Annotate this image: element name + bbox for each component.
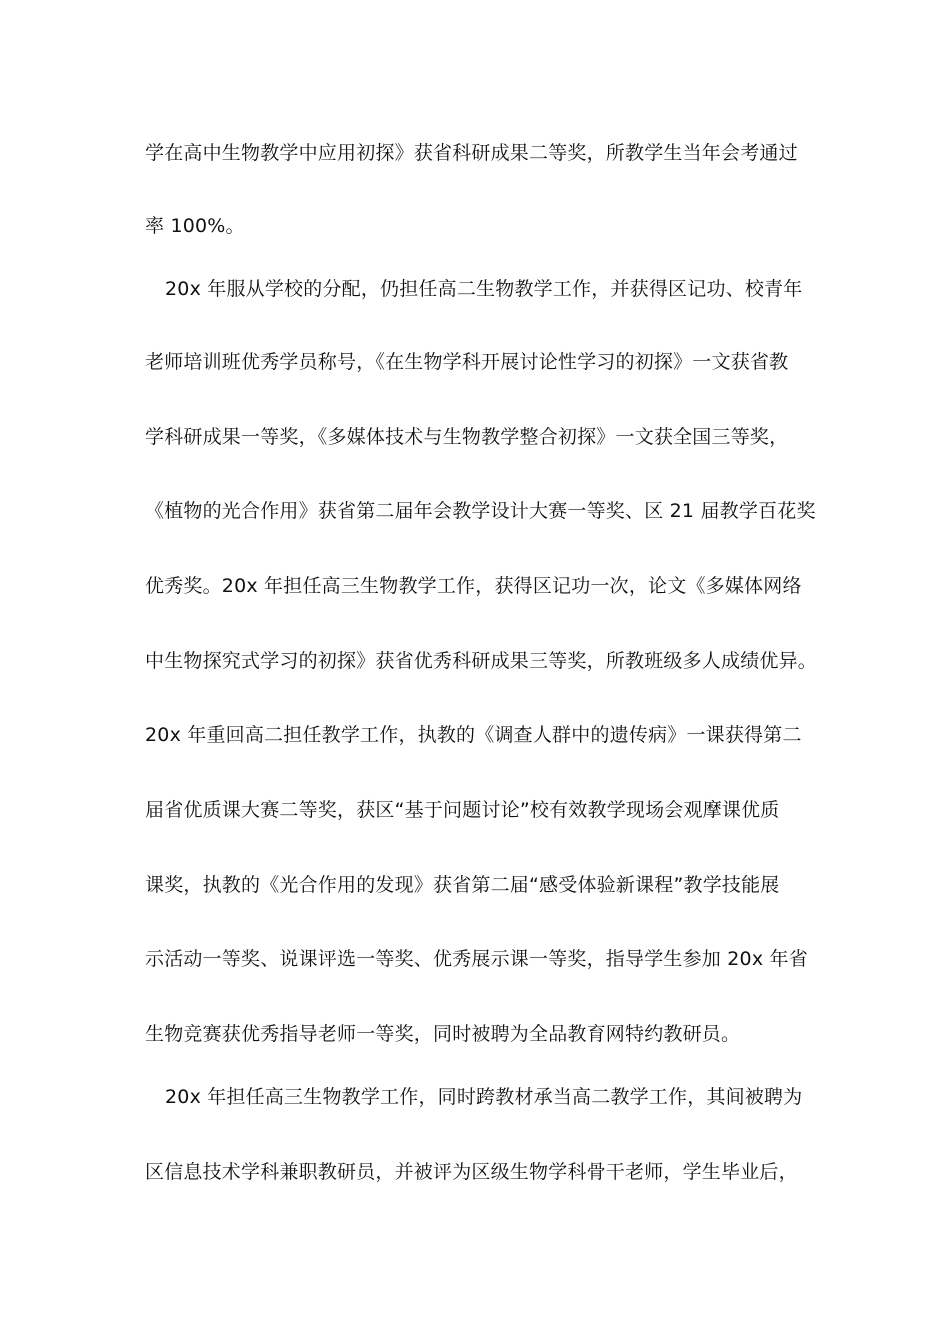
text-line: 20x 年担任高三生物教学工作，同时跨教材承当高二教学工作，其间被聘为: [165, 1086, 803, 1108]
text-line: 届省优质课大赛二等奖，获区“基于问题讨论”校有效教学现场会观摩课优质: [145, 799, 780, 821]
text-line: 示活动一等奖、说课评选一等奖、优秀展示课一等奖，指导学生参加 20x 年省: [145, 948, 808, 970]
text-line: 20x 年服从学校的分配，仍担任高二生物教学工作，并获得区记功、校青年: [165, 278, 803, 300]
text-line: 20x 年重回高二担任教学工作，执教的《调查人群中的遗传病》一课获得第二: [145, 724, 802, 746]
text-line: 区信息技术学科兼职教研员，并被评为区级生物学科骨干老师，学生毕业后，: [145, 1161, 798, 1183]
text-line: 优秀奖。20x 年担任高三生物教学工作，获得区记功一次，论文《多媒体网络: [145, 575, 802, 597]
text-line: 《植物的光合作用》获省第二届年会教学设计大赛一等奖、区 21 届教学百花奖: [145, 500, 816, 522]
text-line: 学在高中生物教学中应用初探》获省科研成果二等奖，所教学生当年会考通过: [145, 142, 798, 164]
text-line: 学科研成果一等奖，《多媒体技术与生物教学整合初探》一文获全国三等奖，: [145, 426, 789, 448]
text-line: 生物竞赛获优秀指导老师一等奖，同时被聘为全品教育网特约教研员。: [145, 1023, 741, 1045]
text-line: 老师培训班优秀学员称号，《在生物学科开展讨论性学习的初探》一文获省教: [145, 351, 789, 373]
text-line: 率 100%。: [145, 215, 245, 237]
text-line: 中生物探究式学习的初探》获省优秀科研成果三等奖，所教班级多人成绩优异。: [145, 650, 818, 672]
text-line: 课奖，执教的《光合作用的发现》获省第二届“感受体验新课程”教学技能展: [145, 874, 780, 896]
